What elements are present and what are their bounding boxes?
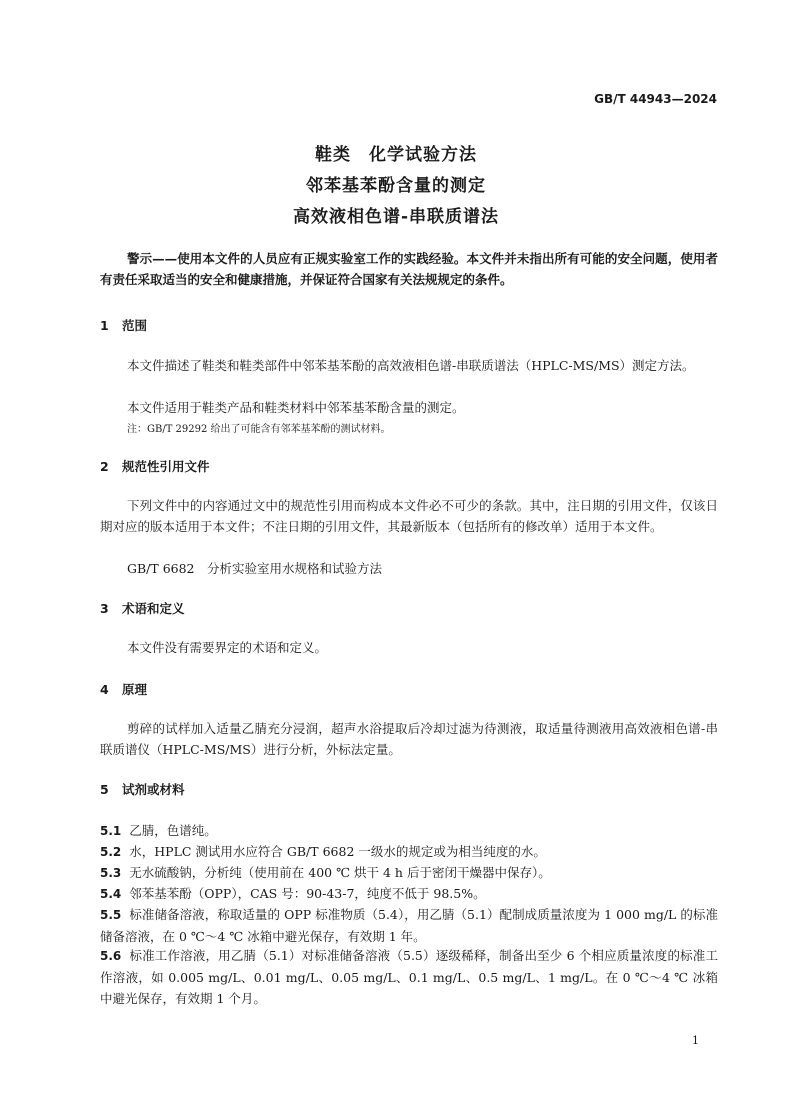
section-title: 原理 [122, 682, 148, 697]
section-2-heading [100, 457, 210, 475]
list-item-5-2 [100, 841, 718, 863]
section-number: 5 [100, 782, 109, 797]
item-text: 邻苯基苯酚（OPP），CAS 号：90-43-7，纯度不低于 98.5%。 [129, 886, 486, 901]
list-item-5-6 [100, 945, 718, 1009]
section-1-paragraph-1: 本文件描述了鞋类和鞋类部件中邻苯基苯酚的高效液相色谱-串联质谱法（HPLC-MS/MS）测定方法。 [127, 358, 695, 373]
section-5-heading [100, 780, 185, 798]
standard-number: GB/T 44943—2024 [594, 92, 717, 106]
section-2-reference: GB/T 6682 分析实验室用水规格和试验方法 [127, 561, 383, 576]
section-title: 范围 [122, 318, 148, 333]
page-number: 1 [692, 1034, 699, 1047]
section-4-heading [100, 680, 147, 698]
section-title: 规范性引用文件 [122, 459, 210, 474]
item-text: 水，HPLC 测试用水应符合 GB/T 6682 一级水的规定或为相当纯度的水。 [129, 844, 546, 859]
section-1-note: 注：GB/T 29292 给出了可能含有邻苯基苯酚的测试材料。 [127, 424, 391, 435]
section-1-heading [100, 316, 147, 334]
list-item-5-5 [100, 904, 718, 947]
list-item-5-1 [100, 820, 718, 842]
section-title: 试剂或材料 [122, 782, 185, 797]
item-text: 乙腈，色谱纯。 [129, 823, 217, 838]
section-number: 1 [100, 318, 109, 333]
item-text: 标准工作溶液，用乙腈（5.1）对标准储备溶液（5.5）逐级稀释，制备出至少 6 个相应质量浓度的标准工作溶液，如 0.005 mg/L、0.01 mg/L、0.05 mg/L、0.1 mg/L、0.5 mg/L、1 mg/L。在 0 ℃～4 ℃ 冰箱中避光保存，有效期 1 个月。 [100, 948, 718, 1006]
item-text: 标准储备溶液，称取适量的 OPP 标准物质（5.4），用乙腈（5.1）配制成质量浓度为 1 000 mg/L 的标准储备溶液，在 0 ℃～4 ℃ 冰箱中避光保存，有效期 1 年。 [100, 907, 718, 944]
section-4-paragraph-1: 剪碎的试样加入适量乙腈充分浸润，超声水浴提取后冷却过滤为待测液，取适量待测液用高效液相色谱-串联质谱仪（HPLC-MS/MS）进行分析，外标法定量。 [100, 721, 718, 757]
item-number: 5.2 [100, 845, 122, 859]
section-3-paragraph-1: 本文件没有需要界定的术语和定义。 [127, 640, 328, 655]
section-2-paragraph-1: 下列文件中的内容通过文中的规范性引用而构成本文件必不可少的条款。其中，注日期的引用文件，仅该日期对应的版本适用于本文件；不注日期的引用文件，其最新版本（包括所有的修改单）适用于本文件。 [100, 498, 718, 534]
section-number: 3 [100, 601, 109, 616]
section-title: 术语和定义 [122, 601, 185, 616]
section-3-heading [100, 599, 185, 617]
item-number: 5.5 [100, 908, 122, 922]
item-number: 5.4 [100, 887, 122, 901]
warning-paragraph: 警示——使用本文件的人员应有正规实验室工作的实践经验。本文件并未指出所有可能的安全问题，使用者有责任采取适当的安全和健康措施，并保证符合国家有关法规规定的条件。 [100, 251, 718, 287]
item-number: 5.3 [100, 866, 122, 880]
item-text: 无水硫酸钠，分析纯（使用前在 400 ℃ 烘干 4 h 后于密闭干燥器中保存）。 [129, 865, 551, 880]
list-item-5-4 [100, 883, 718, 905]
title-line-2: 邻苯基苯酚含量的测定 [306, 176, 486, 196]
title-line-1: 鞋类 化学试验方法 [315, 145, 477, 165]
section-1-paragraph-2: 本文件适用于鞋类产品和鞋类材料中邻苯基苯酚含量的测定。 [127, 400, 465, 415]
section-number: 4 [100, 682, 109, 697]
item-number: 5.6 [100, 949, 122, 963]
title-line-3: 高效液相色谱-串联质谱法 [292, 207, 500, 227]
section-number: 2 [100, 459, 109, 474]
list-item-5-3 [100, 862, 718, 884]
item-number: 5.1 [100, 824, 122, 838]
